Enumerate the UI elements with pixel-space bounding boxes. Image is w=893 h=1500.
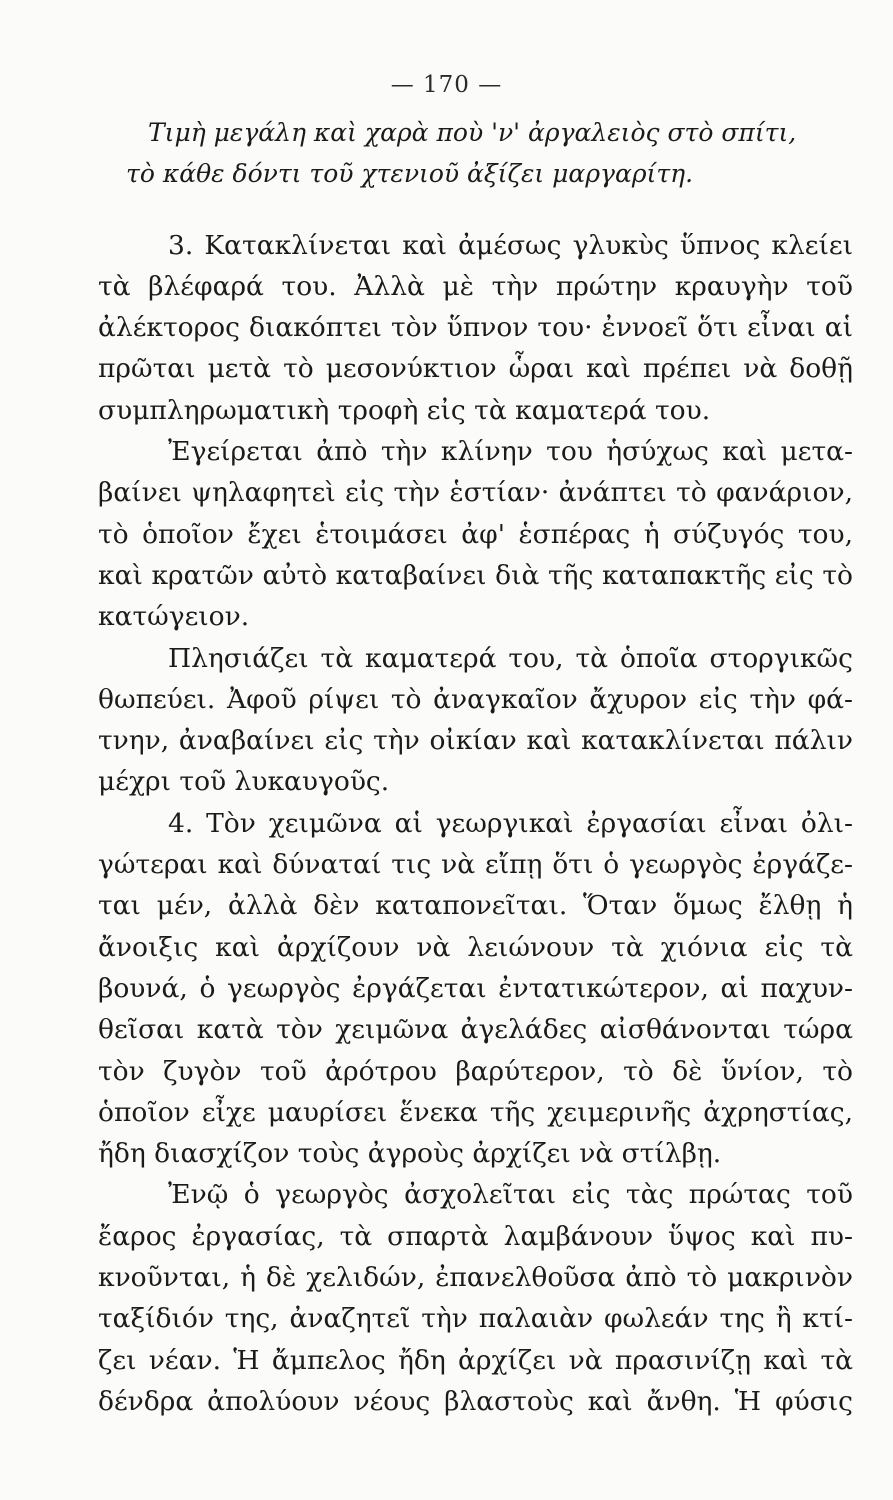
text-line: ἔαρος ἐργασίας, τὰ σπαρτὰ λαμβάνουν ὕψος καὶ πυ-: [98, 1220, 853, 1252]
text-line: μέχρι τοῦ λυκαυγοῦς.: [98, 766, 390, 798]
text-line: Ἐνῷ ὁ γεωργὸς ἀσχολεῖται εἰς τὰς πρώτας τοῦ: [168, 1179, 853, 1211]
text-line: βαίνει ψηλαφητεὶ εἰς τὴν ἑστίαν· ἀνάπτει τὸ φανάριον,: [98, 477, 853, 509]
text-line: καὶ κρατῶν αὐτὸ καταβαίνει διὰ τῆς καταπακτῆς εἰς τὸ: [98, 559, 853, 591]
text-line: τὸ ὁποῖον ἔχει ἑτοιμάσει ἀφ' ἑσπέρας ἡ σύζυγός του,: [98, 518, 853, 550]
text-line: τνην, ἀναβαίνει εἰς τὴν οἰκίαν καὶ κατακλίνεται πάλιν: [98, 725, 853, 757]
text-line: κνοῦνται, ἡ δὲ χελιδών, ἐπανελθοῦσα ἀπὸ τὸ μακρινὸν: [98, 1262, 853, 1294]
verse-line: τὸ κάθε δόντι τοῦ χτενιοῦ ἀξίζει μαργαρίτη.: [126, 159, 694, 189]
text-line: Πλησιάζει τὰ καματερά του, τὰ ὁποῖα στοργικῶς: [168, 642, 853, 674]
text-line: ται μέν, ἀλλὰ δὲν καταπονεῖται. Ὅταν ὅμως ἔλθῃ ἡ: [98, 890, 853, 922]
text-line: κατώγειον.: [98, 601, 250, 633]
text-line: δένδρα ἀπολύουν νέους βλαστοὺς καὶ ἄνθη. Ἡ φύσις: [98, 1385, 853, 1417]
page-number: — 170 —: [390, 72, 503, 98]
text-line: συμπληρωματικὴ τροφὴ εἰς τὰ καματερά του.: [98, 394, 711, 426]
text-line: ζει νέαν. Ἡ ἄμπελος ἤδη ἀρχίζει νὰ πρασινίζῃ καὶ τὰ: [98, 1344, 853, 1376]
text-line: 4. Τὸν χειμῶνα αἱ γεωργικαὶ ἐργασίαι εἶναι ὀλι-: [168, 807, 853, 839]
text-line: ὁποῖον εἶχε μαυρίσει ἕνεκα τῆς χειμερινῆς ἀχρηστίας,: [98, 1096, 853, 1128]
text-line: βουνά, ὁ γεωργὸς ἐργάζεται ἐντατικώτερον, αἱ παχυν-: [98, 972, 853, 1004]
page-text: [98, 112, 853, 1422]
text-line: ταξίδιόν της, ἀναζητεῖ τὴν παλαιὰν φωλεάν της ἢ κτί-: [98, 1303, 853, 1335]
text-line: ἄνοιξις καὶ ἀρχίζουν νὰ λειώνουν τὰ χιόνια εἰς τὰ: [98, 931, 853, 963]
section-gap: [98, 195, 853, 225]
text-line: 3. Κατακλίνεται καὶ ἀμέσως γλυκὺς ὕπνος κλείει: [168, 229, 853, 261]
verse-line: Τιμὴ μεγάλη καὶ χαρὰ ποὺ 'ν' ἀργαλειὸς στὸ σπίτι,: [148, 118, 797, 147]
text-line: τὰ βλέφαρά του. Ἀλλὰ μὲ τὴν πρώτην κραυγὴν τοῦ: [98, 270, 853, 302]
text-line: ἤδη διασχίζον τοὺς ἀγροὺς ἀρχίζει νὰ στίλβῃ.: [98, 1138, 722, 1170]
text-line: πρῶται μετὰ τὸ μεσονύκτιον ὧραι καὶ πρέπει νὰ δοθῇ: [98, 353, 853, 385]
text-line: τὸν ζυγὸν τοῦ ἀρότρου βαρύτερον, τὸ δὲ ὕνίον, τὸ: [98, 1055, 853, 1087]
text-line: θωπεύει. Ἀφοῦ ρίψει τὸ ἀναγκαῖον ἄχυρον εἰς τὴν φά-: [98, 683, 853, 715]
text-line: θεῖσαι κατὰ τὸν χειμῶνα ἀγελάδες αἰσθάνονται τώρα: [98, 1014, 853, 1046]
text-line: ἀλέκτορος διακόπτει τὸν ὕπνον του· ἐννοεῖ ὅτι εἶναι αἱ: [98, 312, 853, 344]
text-line: γώτεραι καὶ δύναταί τις νὰ εἴπῃ ὅτι ὁ γεωργὸς ἐργάζε-: [98, 849, 853, 881]
text-line: Ἐγείρεται ἀπὸ τὴν κλίνην του ἡσύχως καὶ μετα-: [168, 436, 853, 468]
